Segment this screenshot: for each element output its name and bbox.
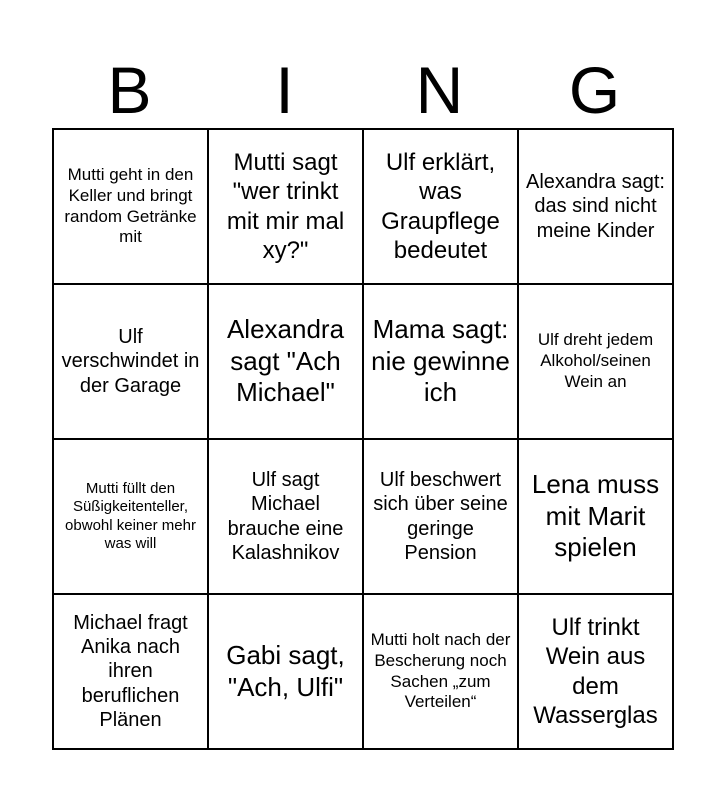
bingo-cell-r1c2[interactable]: Mutti sagt "wer trinkt mit mir mal xy?" [208,129,363,284]
board-row-3 [53,439,673,594]
bingo-board [52,128,674,750]
board-row-1 [53,129,673,284]
bingo-cell-r3c4[interactable]: Lena muss mit Marit spielen [518,439,673,594]
bingo-cell-r1c1[interactable]: Mutti geht in den Keller und bringt random Getränke mit [53,129,208,284]
header-letter-i: I [275,53,294,127]
bingo-cell-r4c3[interactable]: Mutti holt nach der Bescherung noch Sachen „zum Verteilen“ [363,594,518,749]
bingo-cell-r4c2[interactable]: Gabi sagt, "Ach, Ulfi" [208,594,363,749]
bingo-cell-r2c4[interactable]: Ulf dreht jedem Alkohol/seinen Wein an [518,284,673,439]
bingo-cell-r2c3[interactable]: Mama sagt: nie gewinne ich [363,284,518,439]
bingo-cell-r4c4[interactable]: Ulf trinkt Wein aus dem Wasserglas [518,594,673,749]
header-letter-n: N [415,53,464,127]
bingo-cell-r3c3[interactable]: Ulf beschwert sich über seine geringe Pension [363,439,518,594]
bingo-header [52,52,672,128]
board-row-4 [53,594,673,749]
bingo-cell-r1c3[interactable]: Ulf erklärt, was Graupflege bedeutet [363,129,518,284]
bingo-cell-r3c2[interactable]: Ulf sagt Michael brauche eine Kalashnikov [208,439,363,594]
bingo-cell-r3c1[interactable]: Mutti füllt den Süßigkeitenteller, obwohl keiner mehr was will [53,439,208,594]
header-letter-g: G [568,53,621,127]
bingo-cell-r1c4[interactable]: Alexandra sagt: das sind nicht meine Kinder [518,129,673,284]
bingo-cell-r2c2[interactable]: Alexandra sagt "Ach Michael" [208,284,363,439]
board-row-2 [53,284,673,439]
bingo-cell-r4c1[interactable]: Michael fragt Anika nach ihren beruflichen Plänen [53,594,208,749]
header-letter-b: B [107,53,152,127]
bingo-cell-r2c1[interactable]: Ulf verschwindet in der Garage [53,284,208,439]
